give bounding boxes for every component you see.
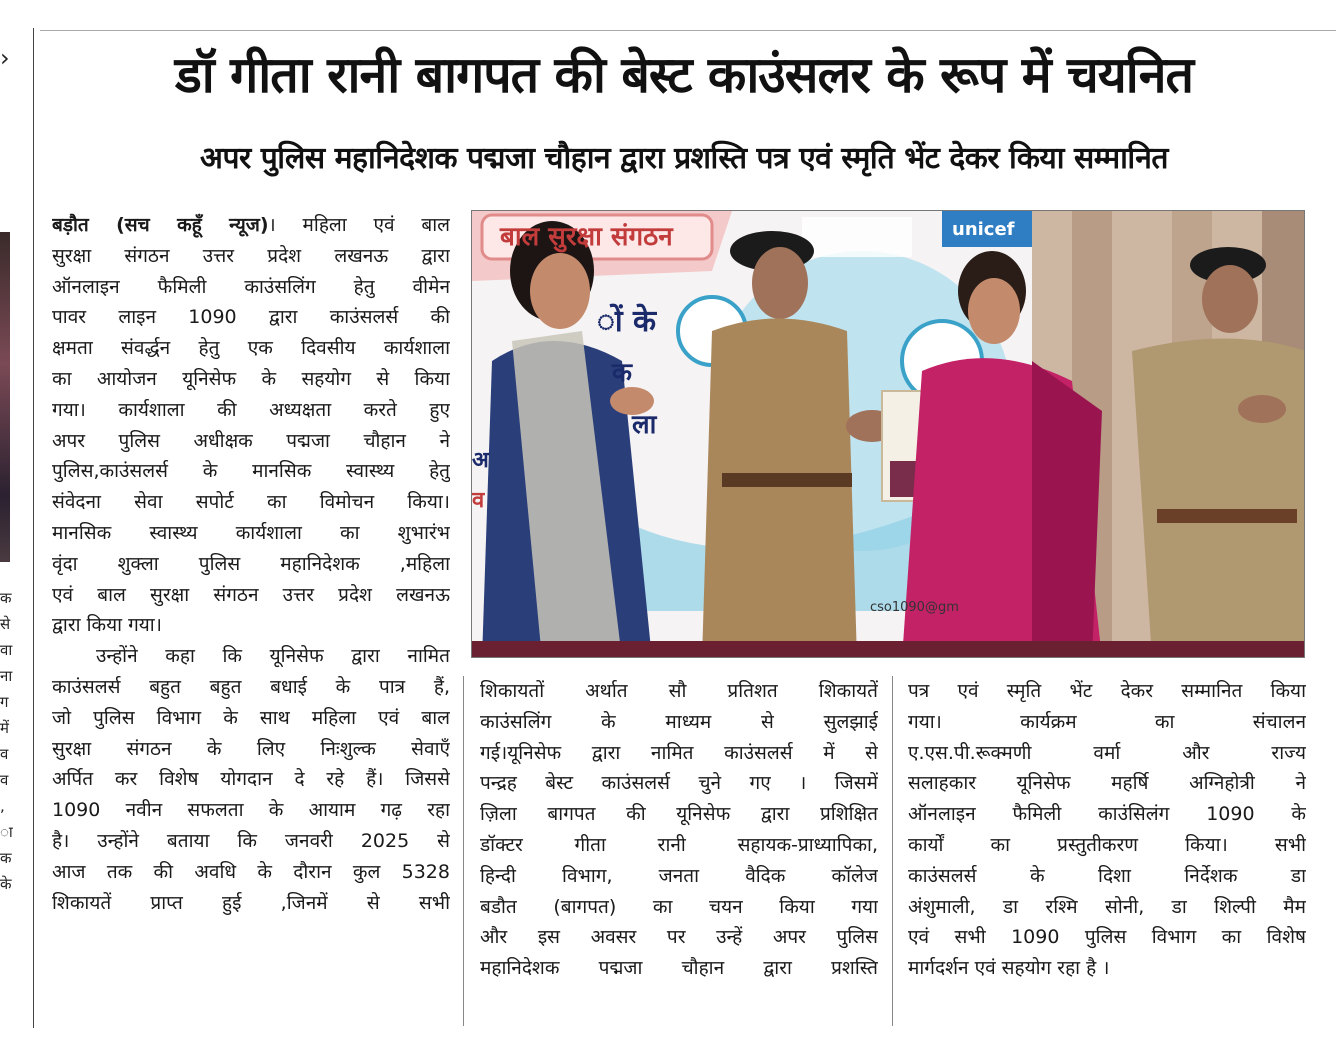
article-line: मानसिक स्वास्थ्य कार्यशाला का शुभारंभ (52, 521, 450, 544)
article-line: अर्पित कर विशेष योगदान दे रहे हैं। जिससे (52, 768, 450, 791)
article-line: अपर पुलिस अधीक्षक पद्मजा चौहान ने (52, 429, 450, 452)
article-line: है। उन्होंने बताया कि जनवरी 2025 से (52, 829, 450, 852)
article-line: पन्द्रह बेस्ट काउंसलर्स चुने गए । जिसमें (480, 772, 878, 795)
adjacent-fragment: क (0, 849, 12, 867)
article-line: और इस अवसर पर उन्हें अपर पुलिस (480, 926, 878, 949)
article-line: काउंसलर्स के दिशा निर्देशक डा (908, 864, 1306, 887)
adjacent-fragment: , (0, 797, 5, 815)
adjacent-fragment: वा (0, 641, 13, 659)
adjacent-text-fragments (0, 585, 20, 897)
article-line: ए.एस.पी.रूक्मणी वर्मा और राज्य (908, 741, 1306, 764)
adjacent-fragment: ग (0, 693, 9, 711)
column-rule (463, 676, 464, 1026)
article-line: गई।यूनिसेफ द्वारा नामित काउंसलर्स में से (480, 741, 878, 764)
article-line: काउंसलिंग के माध्यम से सुलझाई (480, 710, 878, 733)
article-line: हिन्दी विभाग, जनता वैदिक कॉलेज (480, 864, 878, 887)
article-line: गया। कार्यक्रम का संचालन (908, 710, 1306, 733)
article-line: सलाहकार यूनिसेफ महर्षि अग्निहोत्री ने (908, 772, 1306, 795)
article-line: ऑनलाइन फैमिली काउंसलिंग हेतु वीमेन (52, 275, 450, 298)
article-headline: डॉ गीता रानी बागपत की बेस्ट काउंसलर के रूप में चयनित (175, 46, 1193, 104)
adjacent-photo-fragment (0, 232, 10, 562)
adjacent-fragment: से (0, 615, 11, 633)
logo-text: unicef (952, 219, 1015, 240)
article-line: ज़िला बागपत की यूनिसेफ द्वारा प्रशिक्षित (480, 803, 878, 826)
article-line: का आयोजन यूनिसेफ के सहयोग से किया (52, 367, 450, 390)
article-line: एवं सभी 1090 पुलिस विभाग का विशेष (908, 926, 1306, 949)
screen-text: ों के (597, 304, 657, 339)
dateline: बड़ौत (सच कहूँ न्यूज) (52, 214, 269, 236)
article-photo (471, 210, 1305, 658)
article-line: संवेदना सेवा सपोर्ट का विमोचन किया। (52, 491, 450, 514)
adjacent-fragment: क (0, 589, 12, 607)
adjacent-fragment: में (0, 719, 9, 737)
article-line: सुरक्षा संगठन के लिए निःशुल्क सेवाएँ (52, 737, 450, 760)
article-line: द्वारा किया गया। (52, 614, 162, 637)
adjacent-article-fragment (0, 0, 20, 1055)
column-divider (33, 28, 34, 1028)
article-line: वृंदा शुक्ला पुलिस महानिदेशक ,महिला (52, 552, 450, 575)
article-line: कार्यों का प्रस्तुतीकरण किया। सभी (908, 833, 1306, 856)
article-line: पत्र एवं स्मृति भेंट देकर सम्मानित किया (908, 680, 1306, 702)
screen-text: ला (632, 410, 657, 440)
article-line: पुलिस,काउंसलर्स के मानसिक स्वास्थ्य हेतु (52, 460, 450, 483)
article-column-1 (52, 210, 450, 918)
screen-text: व (472, 488, 485, 513)
article-line-text: । महिला एवं बाल (268, 214, 450, 236)
article-column-3 (908, 676, 1306, 984)
article-line: गया। कार्यशाला की अध्यक्षता करते हुए (52, 398, 450, 421)
article-line: 1090 नवीन सफलता के आयाम गढ़ रहा (52, 799, 450, 822)
photo-illustration (472, 211, 1305, 658)
article-line: अंशुमाली, डा रश्मि सोनी, डा शिल्पी मैम (908, 895, 1306, 918)
column-rule (892, 676, 893, 1026)
article-line: काउंसलर्स बहुत बहुत बधाई के पात्र हैं, (52, 675, 450, 698)
article-line: क्षमता संवर्द्धन हेतु एक दिवसीय कार्यशाला (52, 337, 450, 360)
article-line: शिकायतों अर्थात सौ प्रतिशत शिकायतें (480, 680, 878, 702)
article-line: महानिदेशक पद्मजा चौहान द्वारा प्रशस्ति (480, 957, 878, 980)
adjacent-arrow: › (0, 44, 10, 72)
article-line: मार्गदर्शन एवं सहयोग रहा है । (908, 957, 1110, 980)
adjacent-fragment: ना (0, 667, 13, 685)
top-rule (40, 30, 1336, 31)
article-line: बडौत (बागपत) का चयन किया गया (480, 895, 878, 918)
article-line: उन्होंने कहा कि यूनिसेफ द्वारा नामित (96, 645, 450, 668)
article-line (52, 210, 450, 241)
article-line: सुरक्षा संगठन उत्तर प्रदेश लखनऊ द्वारा (52, 244, 450, 267)
screen-text: अ (472, 448, 489, 473)
banner-text: बाल सुरक्षा संगठन (500, 222, 673, 252)
article-line: आज तक की अवधि के दौरान कुल 5328 (52, 860, 450, 883)
article-line: जो पुलिस विभाग के साथ महिला एवं बाल (52, 706, 450, 729)
adjacent-fragment: व (0, 771, 9, 789)
article-subheadline: अपर पुलिस महानिदेशक पद्मजा चौहान द्वारा प्रशस्ति पत्र एवं स्मृति भेंट देकर किया सम्मानित (200, 141, 1168, 176)
screen-text: क (612, 358, 632, 388)
adjacent-fragment: व (0, 745, 9, 763)
adjacent-fragment: ा (0, 823, 13, 841)
adjacent-fragment: के (0, 875, 12, 893)
article-line: पावर लाइन 1090 द्वारा काउंसलर्स की (52, 306, 450, 329)
article-line: शिकायतें प्राप्त हुई ,जिनमें से सभी (52, 891, 450, 914)
article-line: डॉक्टर गीता रानी सहायक-प्राध्यापिका, (480, 833, 878, 856)
article-line: एवं बाल सुरक्षा संगठन उत्तर प्रदेश लखनऊ (52, 583, 450, 606)
article-column-2 (480, 676, 878, 984)
email-text: cso1090@gm (870, 600, 959, 615)
article-line: ऑनलाइन फैमिली काउंसिलंग 1090 के (908, 803, 1306, 826)
